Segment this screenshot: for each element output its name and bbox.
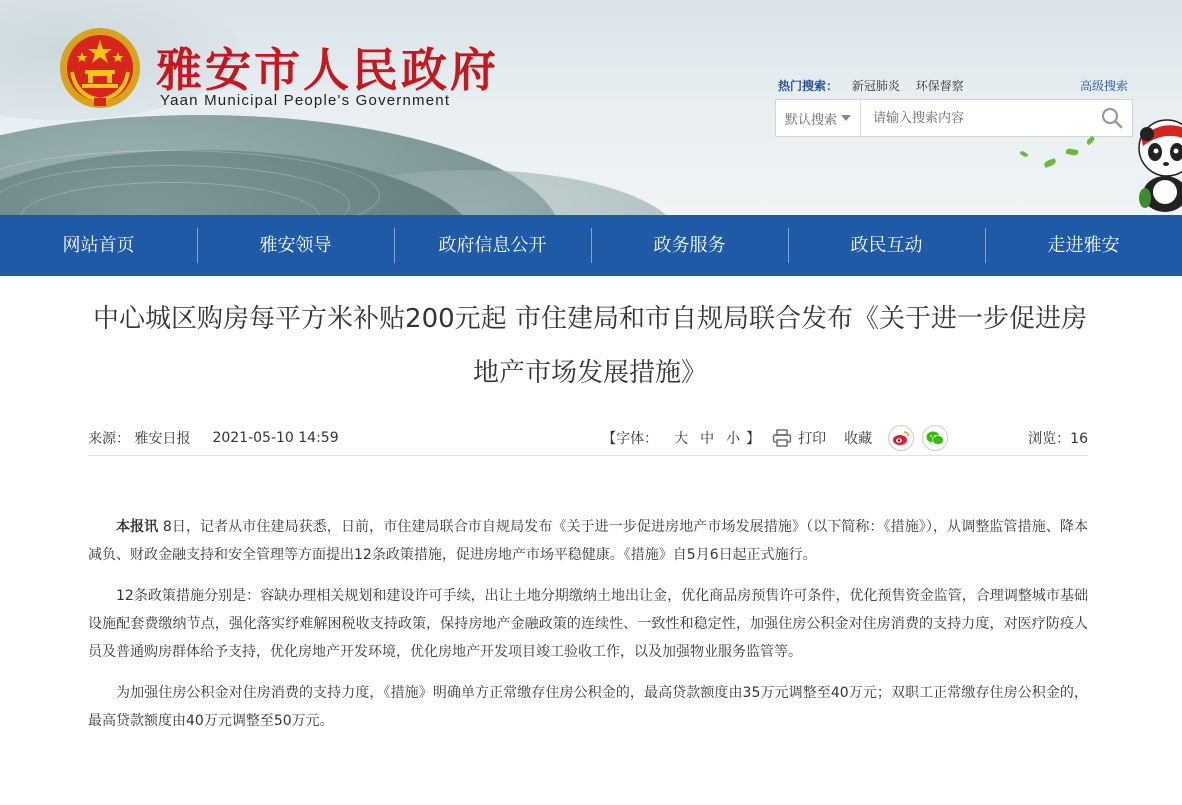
article-body — [88, 513, 1088, 748]
article-lead: 本报讯 — [116, 519, 159, 535]
leaf-decoration — [1065, 148, 1078, 157]
hot-searches — [778, 77, 976, 94]
leaf-decoration — [1043, 158, 1056, 168]
print-label: 打印 — [798, 430, 827, 447]
search-bar — [775, 99, 1133, 137]
print-button[interactable] — [772, 428, 826, 448]
article-paragraph — [88, 513, 1088, 569]
search-icon — [1101, 107, 1123, 129]
font-size-large-button[interactable]: 大 — [674, 430, 689, 447]
nav-item-services[interactable]: 政务服务 — [591, 215, 788, 276]
article-paragraph: 12条政策措施分别是：容缺办理相关规划和建设许可手续，出让土地分期缴纳土地出让金，优化商品房预售许可条件，优化预售资金监管，合理调整城市基础设施配套费缴纳节点，强化落实纾难解困税收支持政策，保持房地产金融政策的连续性、一致性和稳定性，加强住房公积金对住房消费的支持力度，对医疗防疫人员及普通购房群体给予支持，优化房地产开发环境，优化房地产开发项目竣工验收工作，以及加强物业服务监管等。 — [88, 588, 1088, 660]
search-scope-select[interactable] — [776, 100, 861, 136]
nav-item-gov-info[interactable]: 政府信息公开 — [394, 215, 591, 276]
share-wechat-button[interactable] — [922, 425, 948, 451]
main-nav — [0, 215, 1182, 276]
nav-item-home[interactable]: 网站首页 — [62, 235, 135, 256]
hot-search-link[interactable]: 新冠肺炎 — [851, 79, 900, 93]
article-source: 来源： 雅安日报 — [88, 430, 191, 447]
weibo-icon — [892, 430, 910, 446]
printer-icon — [772, 429, 792, 447]
article-tools — [602, 425, 1088, 451]
nav-item-leaders[interactable]: 雅安领导 — [197, 215, 394, 276]
favorite-button[interactable]: 收藏 — [844, 430, 873, 447]
view-count: 浏览：16 — [1028, 430, 1088, 447]
article-paragraph-text: 8日，记者从市住建局获悉，日前，市住建局联合市自规局发布《关于进一步促进房地产市场发展措施》（以下简称：《措施》），从调整监管措施、降本减负、财政金融支持和安全管理等方面提出12条政策措施，促进房地产市场平稳健康。《措施》自5月6日起正式施行。 — [88, 519, 1088, 563]
article-paragraph: 为加强住房公积金对住房消费的支持力度，《措施》明确单方正常缴存住房公积金的，最高贷款额度由35万元调整至40万元；双职工正常缴存住房公积金的，最高贷款额度由40万元调整至50万元。 — [88, 685, 1088, 729]
site-title[interactable]: 雅安市人民政府 — [156, 43, 499, 97]
site-header — [0, 0, 1182, 215]
nav-item-interaction[interactable]: 政民互动 — [788, 215, 985, 276]
hot-search-label: 热门搜索： — [778, 79, 839, 93]
article-title — [90, 292, 1090, 400]
advanced-search-link[interactable]: 高级搜索 — [1080, 79, 1129, 93]
article-title-line: 地产市场发展措施》 — [472, 358, 707, 388]
font-size-medium-button[interactable]: 中 — [700, 430, 715, 447]
wechat-icon — [926, 430, 944, 446]
font-size-close: 】 — [746, 430, 761, 447]
font-size-label: 【字体： — [602, 430, 659, 447]
hot-search-link[interactable]: 环保督察 — [915, 79, 964, 93]
site-subtitle: Yaan Municipal People's Government — [160, 92, 451, 109]
national-emblem-icon[interactable] — [58, 26, 142, 110]
leaf-decoration — [1085, 136, 1095, 146]
search-input[interactable] — [861, 100, 1092, 136]
article-title-line: 中心城区购房每平方米补贴200元起 市住建局和市自规局联合发布《关于进一步促进房 — [93, 304, 1087, 334]
nav-item-about-yaan[interactable]: 走进雅安 — [985, 215, 1182, 276]
article-date: 2021-05-10 14:59 — [212, 429, 339, 446]
search-button[interactable] — [1092, 100, 1132, 136]
search-scope-label: 默认搜索 — [785, 112, 838, 128]
share-weibo-button[interactable] — [888, 425, 914, 451]
font-size-small-button[interactable]: 小 — [726, 430, 741, 447]
leaf-decoration — [1020, 150, 1029, 158]
chevron-down-icon — [841, 115, 851, 121]
panda-mascot-icon — [1135, 108, 1182, 213]
article-meta — [88, 426, 1088, 456]
